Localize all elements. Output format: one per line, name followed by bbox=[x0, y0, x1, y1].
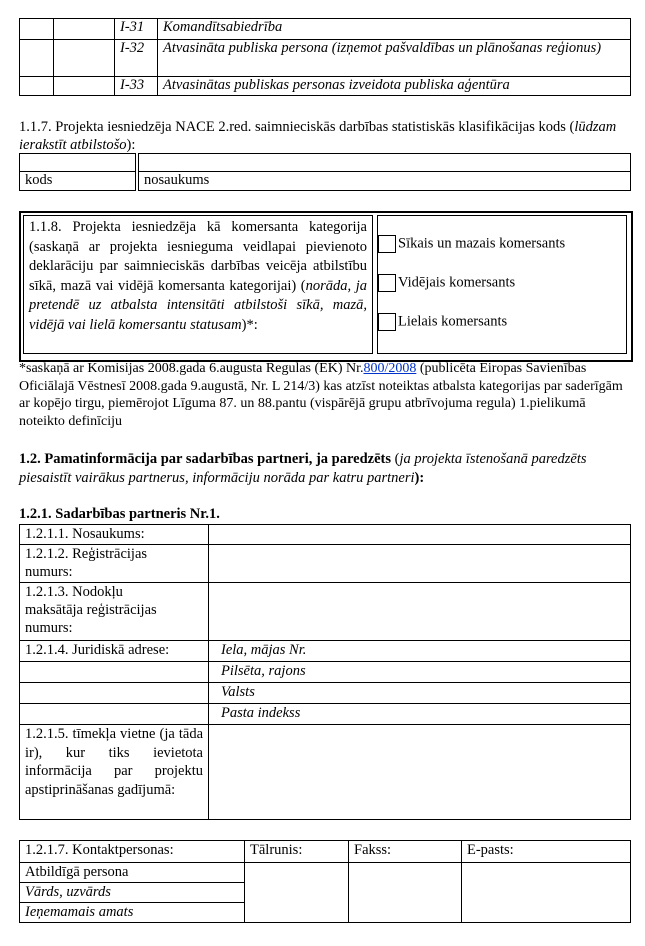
option-small[interactable] bbox=[378, 235, 565, 253]
checkbox-icon[interactable] bbox=[378, 274, 396, 292]
phone-header: Tālrunis: bbox=[245, 841, 349, 863]
empty-cell bbox=[20, 683, 209, 704]
partner-title: 1.2.1. Sadarbības partneris Nr.1. bbox=[19, 506, 220, 522]
nace-code-label: kods bbox=[20, 172, 136, 191]
legal-form-code: I-31 bbox=[115, 19, 158, 40]
legal-form-name: Atvasināta publiska persona (izņemot pašvaldības un plānošanas reģionus) bbox=[158, 40, 631, 77]
position-field[interactable]: Ieņemamais amats bbox=[20, 903, 245, 923]
partner-tax-input[interactable] bbox=[209, 583, 631, 641]
partner-address-label: 1.2.1.4. Juridiskā adrese: bbox=[20, 641, 209, 662]
fax-input[interactable] bbox=[349, 863, 462, 923]
legal-form-name: Komandītsabiedrība bbox=[158, 19, 631, 40]
legal-form-checkbox-cell[interactable] bbox=[20, 40, 54, 77]
contacts-label: 1.2.1.7. Kontaktpersonas: bbox=[20, 841, 245, 863]
responsible-person-label: Atbildīgā persona bbox=[20, 863, 245, 883]
checkbox-icon[interactable] bbox=[378, 235, 396, 253]
footnote: *saskaņā ar Komisijas 2008.gada 6.augusta Regulas (EK) Nr.800/2008 (publicēta Eiropas Savienības Oficiālajā Vēstnesī 2008.gada 9.augustā, Nr. L 214/3) kas atzīst noteiktas atbalsta kategorijas par saderīgām ar kopējo tirgu, piemērojot Līguma 87. un 88.pantu (vispārējā grupu atbrīvojuma regula) 1.pielikumā noteikto definīciju bbox=[19, 361, 623, 429]
option-label: Sīkais un mazais komersants bbox=[398, 235, 566, 252]
address-street-field[interactable]: Iela, mājas Nr. bbox=[209, 641, 631, 662]
email-input[interactable] bbox=[462, 863, 631, 923]
address-country-field[interactable]: Valsts bbox=[209, 683, 631, 704]
option-medium[interactable] bbox=[378, 274, 515, 292]
empty-spacer bbox=[54, 40, 115, 77]
category-options bbox=[377, 215, 627, 354]
partner-reg-label: 1.2.1.2. Reģistrācijas numurs: bbox=[20, 545, 209, 583]
empty-cell bbox=[20, 662, 209, 683]
nace-heading: 1.1.7. Projekta iesniedzēja NACE 2.red. saimnieciskās darbības statistiskās klasifikācijas kods (lūdzam ierakstīt atbilstošo): bbox=[19, 119, 617, 153]
partner-web-input[interactable] bbox=[209, 725, 631, 820]
partner-name-label: 1.2.1.1. Nosaukums: bbox=[20, 525, 209, 545]
partner-web-label: 1.2.1.5. tīmekļa vietne (ja tāda ir), kur tiks ievietota informācija par projektu apstiprināšanas gadījumā: bbox=[20, 725, 209, 820]
partner-tax-label: 1.2.1.3. Nodokļu maksātāja reģistrācijas numurs: bbox=[20, 583, 209, 641]
checkbox-icon[interactable] bbox=[378, 313, 396, 331]
nace-code-input[interactable] bbox=[20, 154, 136, 172]
nace-name-label: nosaukums bbox=[139, 172, 631, 191]
legal-form-code: I-33 bbox=[115, 77, 158, 96]
empty-spacer bbox=[54, 19, 115, 40]
option-large[interactable] bbox=[378, 313, 507, 331]
legal-form-table bbox=[19, 18, 631, 96]
contacts-table bbox=[19, 840, 631, 923]
email-header: E-pasts: bbox=[462, 841, 631, 863]
nace-name-input[interactable] bbox=[139, 154, 631, 172]
address-city-field[interactable]: Pilsēta, rajons bbox=[209, 662, 631, 683]
category-box bbox=[19, 211, 633, 362]
legal-form-name: Atvasinātas publiskas personas izveidota publiska aģentūra bbox=[158, 77, 631, 96]
full-name-field[interactable]: Vārds, uzvārds bbox=[20, 883, 245, 903]
phone-input[interactable] bbox=[245, 863, 349, 923]
partner-table bbox=[19, 524, 631, 820]
partner-name-input[interactable] bbox=[209, 525, 631, 545]
legal-form-checkbox-cell[interactable] bbox=[20, 77, 54, 96]
legal-form-checkbox-cell[interactable] bbox=[20, 19, 54, 40]
empty-cell bbox=[20, 704, 209, 725]
option-label: Vidējais komersants bbox=[398, 274, 516, 291]
legal-form-code: I-32 bbox=[115, 40, 158, 77]
category-description: 1.1.8. Projekta iesniedzēja kā komersanta kategorija (saskaņā ar projekta iesnieguma veidlapai pievienoto deklarāciju par saimnieciskās darbības veicēja atbilstību sīkā, mazā vai vidējā komersanta kategorijai) (norāda, ja pretendē uz atbalsta intensitāti atbilstoši sīkā, mazā, vidējā vai lielā komersantu statusam)*: bbox=[23, 215, 373, 354]
partners-heading: 1.2. Pamatinformācija par sadarbības partneri, ja paredzēts (ja projekta īstenošanā paredzēts piesaistīt vairākus partnerus, informāciju norāda par katru partneri): bbox=[19, 451, 587, 486]
empty-spacer bbox=[54, 77, 115, 96]
address-postcode-field[interactable]: Pasta indekss bbox=[209, 704, 631, 725]
option-label: Lielais komersants bbox=[398, 313, 508, 330]
regulation-link[interactable]: 800/2008 bbox=[363, 361, 417, 376]
fax-header: Fakss: bbox=[349, 841, 462, 863]
nace-table bbox=[19, 153, 631, 191]
partner-reg-input[interactable] bbox=[209, 545, 631, 583]
